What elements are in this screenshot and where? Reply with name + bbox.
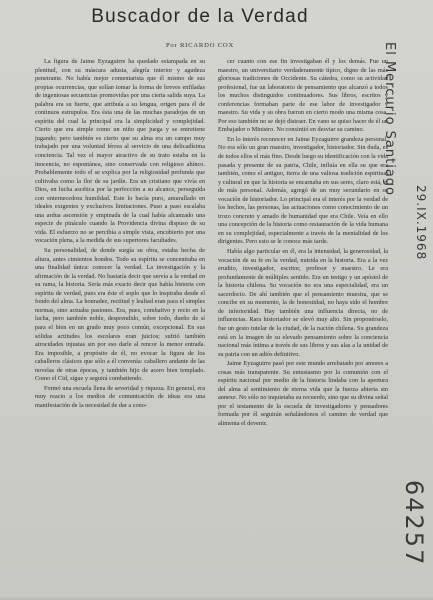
paragraph: Su personalidad, de donde surgía su obra, estaba hecha de altura, antes cimientos hondos. Todo su espíritu se concentraba en una finalidad única: conocer la verdad. La investigación y la afirmación de la verdad. No bastaría decir que servía a la verdad en su rama, la historia. Sería más exacto decir que había historia con espíritu de verdad, pues era éste el soplo que lo inspiraba desde el fondo del alma. La honradez, rectitud y lealtad eran para el simples normas, sino actuaba pasiones. Era, pues, combativo y recio en la lucha, pero también noble, desprendido, sobre todo, dueño de sí para el bien en un grado muy poco común, excepcional. En sus sólidas actitudes los escolares eran juicios; sufrió también atrocidades injustas sin por eso darle al rencor la menor entrada. Era imposible, a propósito de él, no evocar la figura de los caballeros clásicos que sólo a él convenía: caballero andante de las novelas de otras épocas, y también hijo de acero bien templado. Como el Cid, sigue y seguirá combatiendo. bbox=[35, 247, 205, 383]
handwritten-date-note: 29.IX.1968 bbox=[414, 185, 428, 261]
paragraph: Había algo particular en él, era la intensidad, la generosidad, la vocación de su fe en la verdad, nutrida en la historia. Era a la vez erudito, investigador, escritor, profesor y maestro. Le era profundamente de múltiples sentido. Era un testigo y un apóstol de la historia chilena. Su vocación no era una especialidad, era un sacerdocio. De ahí también que el pensamiento muestra, que se concibe en su momento, la de honestidad, no haya sido el hombre de inferioridad. Hay también una influencia directa, no de influencias. Rara historiador se elevó muy alto. Sin proponérselo, fue un gesto tutelar de la ciudad, de la nación chilena. Su grandeza está en la imagen de su elevado pensamiento sobre la conciencia nacional más íntima a través de sus libros y sus alas a la unidad de su patria con un adiós definitivo. bbox=[218, 248, 388, 358]
paragraph: Jaime Eyzaguirre pasó por este mundo arrebatado por amores a cosas más transparente. Su entusiasmo por la comunión con el espíritu nacional por medio de la historia lindaba con la apertura del alma al sentimiento de eterna vida que la fuerza abierta sin annexe. No sólo no inquietaba su recuerdo, sino que su divina señal por el testamento de la escuela de investigadores y pensadores formada por él seguirán señalándonos el camino de verdad que alimenta el devenir. bbox=[218, 360, 388, 427]
handwritten-source-note: El Mercurio Santiago bbox=[382, 42, 397, 196]
article-byline: Por RICARDO COX bbox=[165, 42, 235, 49]
page-edge-shadow bbox=[0, 596, 433, 600]
article-title: Buscador de la Verdad bbox=[91, 6, 309, 27]
handwritten-archive-number: 64257 bbox=[400, 480, 428, 567]
paragraph: cer cuanto con ese fin investigaban él y los demás. Fue un maestro, un universitario verdaderamente típico, digno de las más gloriosas tradiciones de Occidente. Su cátedra, como su actividad profesional, fue un laboratorio de pensamiento que alcanzó a todos los muchos distinguidos continuadores. Sus libros, escritos y conferencias formaban parte de ese labor de investigador y maestro. Su vida y su obra fueron en cierto modo una misma cosa. Por eso también no se dejó distraer. En vano se quiso hacer de él un Embajador o Ministro. No consintió en desviar su camino. bbox=[218, 58, 388, 134]
right-column bbox=[218, 58, 388, 429]
paragraph: Formó una escuela llena de severidad y riqueza. En general, era muy reacio a los medios de comunicación de ideas era una manifestación de la necesidad de dar a cono- bbox=[35, 384, 205, 409]
paragraph: En lo interés reconocer en Jaime Eyzaguirre grandeza personal. No era sólo un gran maestro, investigador, historiador. Sin duda, es de todos ellos el más fino. Desde luego su identificación con la vida pasada y presente de su patria, Chile, influía en ella su que era también, como el antiguo, tierra de una valiosa tradición espiritual y cultural en que la historia se encarnaba en sus seres, claro está, el de más personal. Además, agregó de un muy secundario en su vocación de historiador. Lo principal era el interés por la verdad de los hechos, las personas, las actuaciones como conocimiento de un trozo concreto y amado de humanidad que era Chile. Veía en ello una concepción de la historia como restauración de la vida humana en su complejidad, especialmente a través de la mentalidad de los dirigentes. Pero esto se le conoce más tarde. bbox=[218, 135, 388, 246]
left-column bbox=[35, 58, 205, 410]
paragraph: La figura de Jaime Eyzaguirre ha quedado estampada en su plenitud, con su máscara adusta, alegría interior y agudeza penetrante. No había mejor comentarista que él mismo de sus propias ocurrencias, que solían tomar la forma de breves enfiladas de ingeniosas secuencias promovidas por una cierta salida suya. La palabra era su fuerte, que atribuía a su lengua, origen para él de continuos estrupulos. Era ésta una de las muchas paradojas de un espíritu del cual la principal era la simplicidad y complejidad. Cierto que era simple como un niño que juega y se entretiene jugando; pero también es cierto que su alma era un campo muy trabajado por una voluntad férrea al servicio de una delicadísima conciencia. Tal vez el mayor atractivo de su trato estaba en la inocencia, no espontánea, sino conservada con religioso ahínco. Probablemente todo el se explica por la religiosidad profunda que cultivaba como la flor de su jardín. Era un cristiano que vivía en Dios, en lucha ascética por la perfección a su alcance, perseguida con enternecedora humildad. Este lo hacía puro, amurallado en ideales exigentes y exclusivos limitaciones. Puso a paso escalaba una ardua ascensión y empinada de la cual había alcanzado una especie de pináculo cuando la Providencia divina dispuso de su vida. El esfuerzo no se percibía a simple vista, encubierto por una vocación plena, a la medida de sus superiores facultades. bbox=[35, 58, 205, 245]
